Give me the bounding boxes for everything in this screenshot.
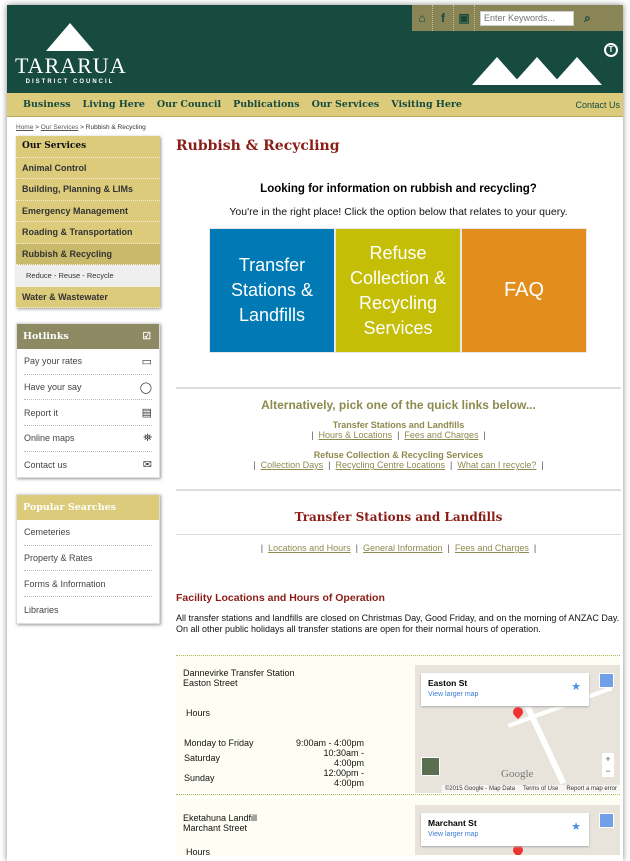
- nav-living-here[interactable]: Living Here: [82, 99, 145, 110]
- nav-contact-us[interactable]: Contact Us: [575, 99, 620, 110]
- tile-refuse-collection[interactable]: Refuse Collection & Recycling Services: [335, 228, 461, 353]
- zoom-controls: [602, 753, 614, 777]
- intro-text: You're in the right place! Click the option below that relates to your query.: [229, 206, 568, 218]
- hours-table: [184, 738, 364, 788]
- hotlink-label: Contact us: [24, 459, 68, 470]
- hotlink-label: Have your say: [24, 382, 82, 393]
- tile-faq[interactable]: FAQ: [461, 228, 587, 353]
- page: [7, 5, 623, 861]
- group-title: Transfer Stations and Landfills: [332, 420, 465, 430]
- hotlink-label: Report it: [24, 407, 59, 418]
- satellite-toggle[interactable]: [421, 757, 440, 776]
- popular-cemeteries[interactable]: [24, 520, 152, 546]
- zoom-in-button[interactable]: +: [605, 754, 611, 764]
- logo-sub: DISTRICT COUNCIL: [25, 79, 115, 85]
- breadcrumb: Home > Our Services > Rubbish & Recycling: [16, 124, 146, 131]
- option-tiles: [209, 228, 587, 353]
- facebook-icon[interactable]: f: [433, 5, 454, 31]
- hotlink-pay-rates[interactable]: [24, 349, 152, 375]
- street-view-icon[interactable]: [599, 673, 614, 688]
- facility-card-eketahuna: [176, 794, 620, 856]
- main-nav: [7, 93, 623, 117]
- page-title: Rubbish & Recycling: [176, 138, 340, 154]
- t-logo-icon: T: [604, 43, 618, 57]
- hours-day: Sunday: [184, 773, 215, 783]
- star-icon[interactable]: ★: [571, 821, 581, 833]
- hotlinks-title: Hotlinks: [23, 331, 69, 342]
- facility-card-dannevirke: [176, 655, 620, 793]
- tile-transfer-stations[interactable]: Transfer Stations & Landfills: [209, 228, 335, 353]
- facility-name: Eketahuna Landfill: [183, 813, 258, 823]
- facility-text: All transfer stations and landfills are closed on Christmas Day, Good Friday, and on the morning of ANZAC Day. On all other public holidays all transfer stations are open for their normal hours of operation.: [176, 613, 620, 634]
- logo-mountain-icon: [46, 23, 94, 51]
- facility-details: [183, 813, 257, 857]
- facility-name: Dannevirke Transfer Station: [183, 668, 295, 678]
- nav-our-council[interactable]: Our Council: [156, 99, 222, 110]
- link-fees-charges-2[interactable]: Fees and Charges: [454, 543, 529, 553]
- facility-street: Marchant Street: [183, 823, 248, 833]
- group-title: Refuse Collection & Recycling Services: [313, 450, 484, 460]
- popular-title: Popular Searches: [23, 502, 117, 513]
- hours-time: 9:00am - 4:00pm: [295, 738, 364, 748]
- breadcrumb-services[interactable]: Our Services: [40, 124, 79, 131]
- youtube-icon[interactable]: ▣: [454, 5, 475, 31]
- search-icon[interactable]: ⌕: [584, 10, 591, 25]
- logo-name: TARARUA: [15, 53, 127, 78]
- section-links: | Locations and Hours | General Information | Fees and Charges |: [260, 543, 537, 553]
- popular-label: Cemeteries: [24, 527, 71, 538]
- street-view-icon[interactable]: [599, 813, 614, 828]
- map-pin-icon: [511, 705, 525, 719]
- question-heading: Looking for information on rubbish and recycling?: [260, 183, 537, 195]
- nav-visiting-here[interactable]: Visiting Here: [391, 99, 462, 110]
- hours-day: Saturday: [184, 753, 221, 763]
- popular-label: Forms & Information: [24, 578, 106, 589]
- nav-our-services[interactable]: Our Services: [311, 99, 380, 110]
- quick-links-group-1: Transfer Stations and Landfills | Hours & Locations | Fees and Charges |: [311, 420, 486, 440]
- view-larger-map-link[interactable]: View larger map: [428, 691, 479, 698]
- checkbox-icon: ☑: [142, 331, 151, 342]
- sidebar-item-building[interactable]: Building, Planning & LIMs: [16, 179, 160, 201]
- hotlink-report-it[interactable]: [24, 400, 152, 426]
- link-hours-locations[interactable]: Hours & Locations: [318, 430, 393, 440]
- sidebar-item-animal-control[interactable]: Animal Control: [16, 158, 160, 180]
- services-title[interactable]: Our Services: [16, 136, 160, 158]
- map-pin-icon: ⛯: [143, 431, 152, 444]
- divider: [176, 534, 621, 535]
- facility-details: [183, 668, 364, 788]
- link-fees-charges[interactable]: Fees and Charges: [404, 430, 479, 440]
- popular-libraries[interactable]: [24, 597, 152, 623]
- popular-searches-panel: [16, 494, 160, 624]
- hotlinks-panel: [16, 323, 160, 478]
- popular-label: Libraries: [24, 604, 59, 615]
- sidebar-item-emergency[interactable]: Emergency Management: [16, 201, 160, 223]
- hours-day: Monday to Friday: [184, 738, 254, 748]
- zoom-out-button[interactable]: −: [605, 766, 611, 776]
- quick-links-group-2: Refuse Collection & Recycling Services | Collection Days | Recycling Centre Locations | What can I recycle? |: [253, 450, 544, 470]
- star-icon[interactable]: ★: [571, 681, 581, 693]
- map-place-name: Easton St: [428, 678, 468, 688]
- map-report-link[interactable]: Report a map error: [566, 786, 617, 792]
- popular-forms[interactable]: [24, 571, 152, 597]
- hotlink-label: Pay your rates: [24, 356, 83, 367]
- sidebar-item-roading[interactable]: Roading & Transportation: [16, 222, 160, 244]
- breadcrumb-current: Rubbish & Recycling: [85, 124, 146, 131]
- mountains-logo-icon: [472, 53, 602, 85]
- google-logo: Google: [501, 768, 534, 780]
- sidebar-item-rubbish[interactable]: Rubbish & Recycling: [16, 244, 160, 266]
- facility-street: Easton Street: [183, 678, 238, 688]
- hotlink-online-maps[interactable]: [24, 426, 152, 452]
- divider: [176, 387, 621, 389]
- view-larger-map-link[interactable]: View larger map: [428, 831, 479, 838]
- envelope-icon: ✉: [142, 459, 152, 472]
- map-marchant-st[interactable]: [415, 805, 620, 855]
- hours-label: Hours: [186, 847, 211, 857]
- document-icon: ▤: [141, 407, 152, 420]
- sidebar-subitem-reduce[interactable]: Reduce - Reuse - Recycle: [16, 265, 160, 287]
- services-menu: [16, 136, 160, 308]
- link-recycling-centres[interactable]: Recycling Centre Locations: [335, 460, 446, 470]
- popular-property-rates[interactable]: [24, 546, 152, 572]
- hours-time: 12:00pm - 4:00pm: [323, 768, 364, 788]
- breadcrumb-home[interactable]: Home: [16, 124, 34, 131]
- header: [7, 5, 623, 93]
- nav-business[interactable]: Business: [23, 99, 71, 110]
- link-general-info[interactable]: General Information: [362, 543, 443, 553]
- sidebar-item-water[interactable]: Water & Wastewater: [16, 287, 160, 309]
- nav-publications[interactable]: Publications: [233, 99, 300, 110]
- link-locations-hours[interactable]: Locations and Hours: [268, 543, 351, 553]
- search-input[interactable]: [480, 11, 574, 26]
- divider: [176, 489, 621, 491]
- map-terms-link[interactable]: Terms of Use: [522, 786, 559, 792]
- council-logo[interactable]: [15, 23, 125, 85]
- popular-label: Property & Rates: [24, 553, 93, 564]
- hotlink-have-your-say[interactable]: [24, 375, 152, 401]
- hotlink-contact-us[interactable]: [24, 452, 152, 478]
- home-icon[interactable]: ⌂: [412, 5, 433, 31]
- hours-time: 10:30am - 4:00pm: [323, 748, 364, 768]
- link-collection-days[interactable]: Collection Days: [260, 460, 324, 470]
- top-utility-bar: [412, 5, 623, 31]
- quick-links-heading: Alternatively, pick one of the quick links below...: [261, 398, 536, 412]
- facility-heading: Facility Locations and Hours of Operation: [176, 592, 385, 604]
- section-title: Transfer Stations and Landfills: [294, 510, 503, 524]
- card-icon: ▭: [141, 355, 152, 368]
- link-what-recycle[interactable]: What can I recycle?: [457, 460, 537, 470]
- hotlink-label: Online maps: [24, 433, 75, 444]
- map-copyright: ©2015 Google - Map Data: [444, 786, 515, 792]
- map-place-name: Marchant St: [428, 818, 477, 828]
- map-easton-st[interactable]: [415, 665, 620, 793]
- hours-label: Hours: [186, 708, 211, 718]
- speech-bubble-icon: ◯: [139, 381, 152, 394]
